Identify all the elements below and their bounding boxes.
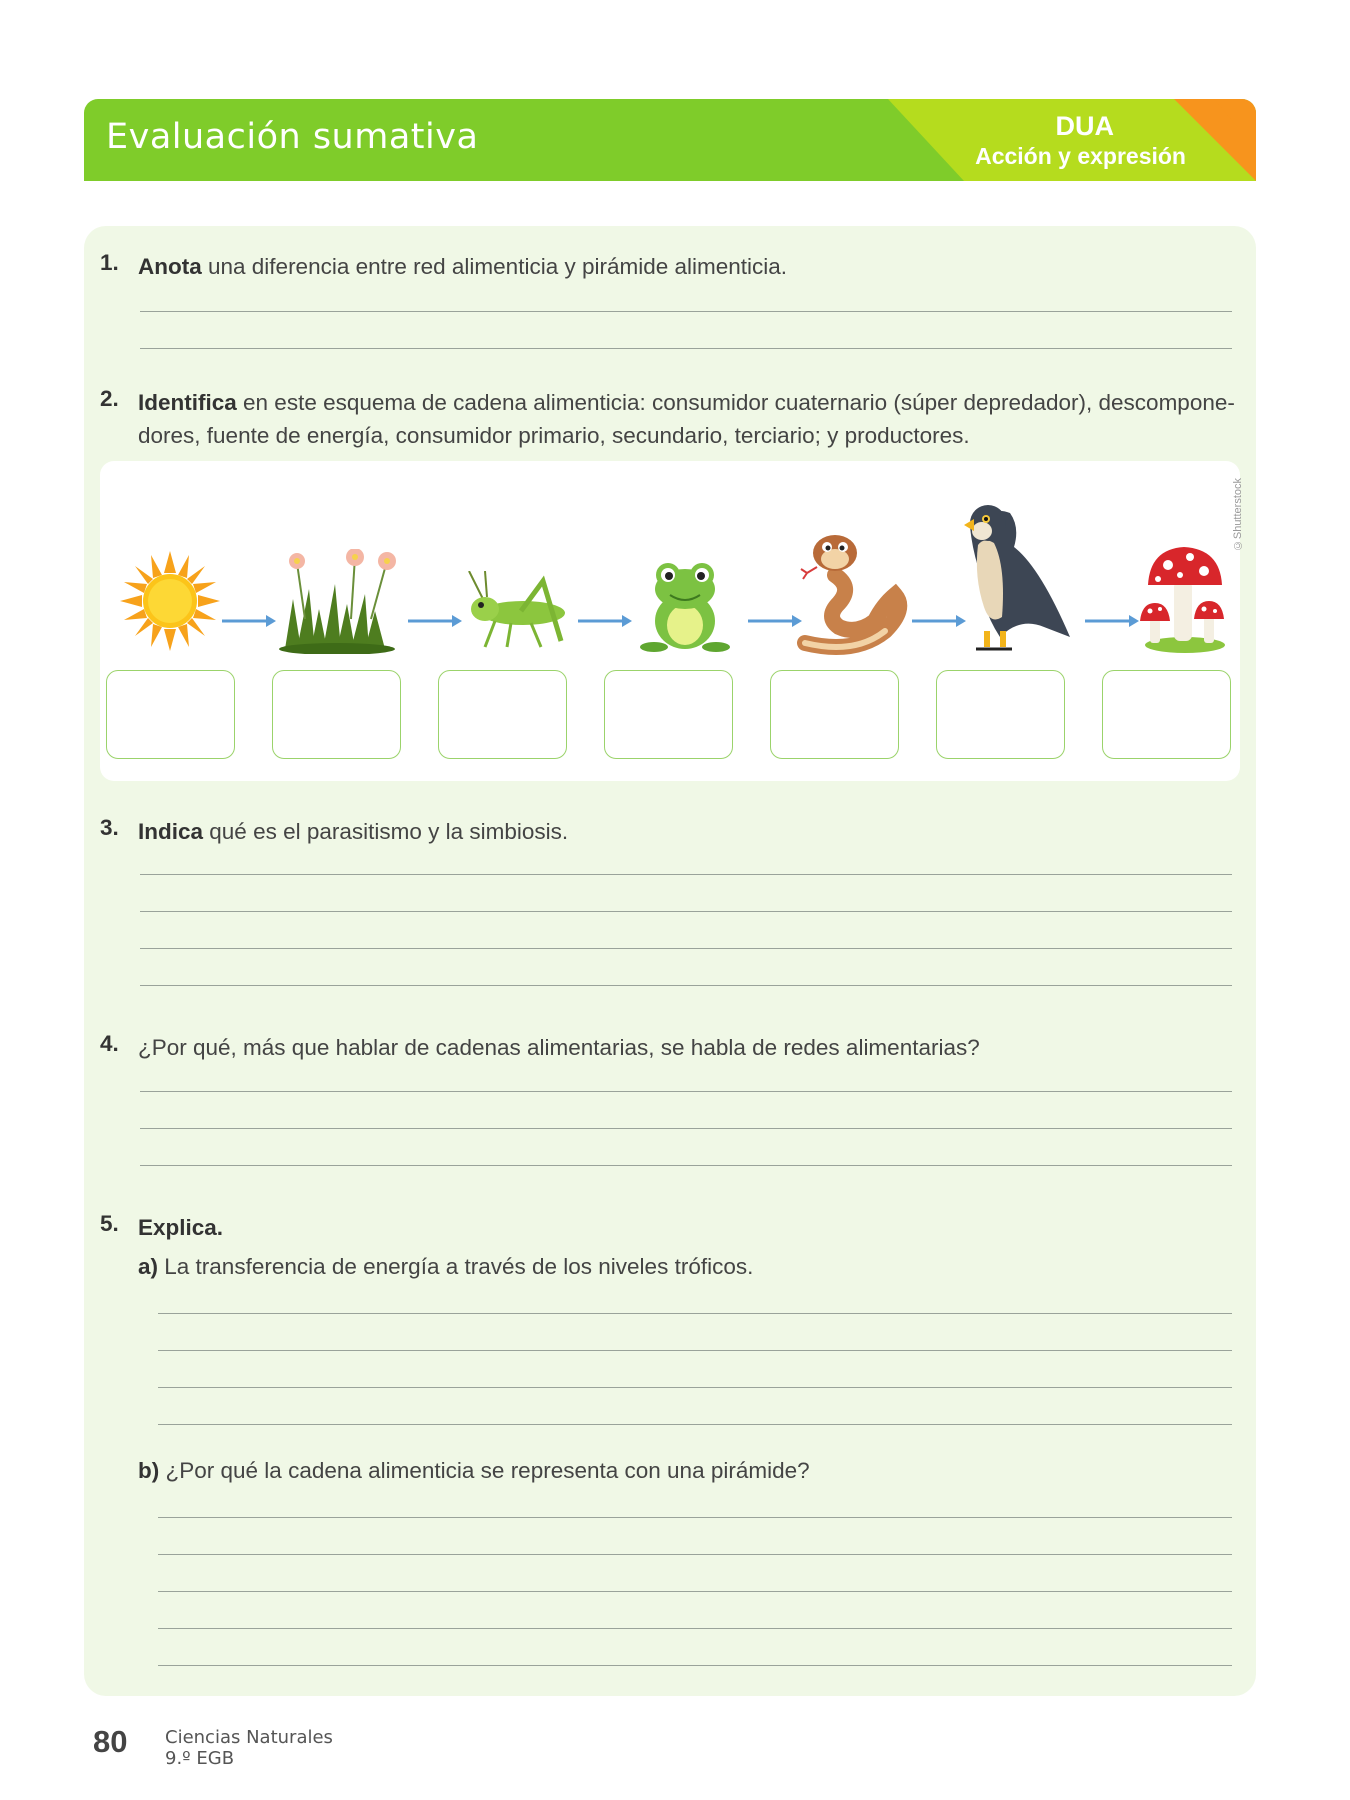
- sub-letter: a): [138, 1254, 159, 1279]
- section-header: [84, 99, 1256, 181]
- answer-line[interactable]: [158, 1424, 1232, 1425]
- question-5a: [138, 1254, 753, 1280]
- answer-box-3[interactable]: [438, 670, 567, 759]
- question-number: 4.: [100, 1031, 119, 1056]
- answer-line[interactable]: [140, 874, 1232, 875]
- subject-name: Ciencias Naturales: [165, 1727, 333, 1748]
- question-text: qué es el parasitismo y la simbiosis.: [203, 819, 569, 844]
- question-verb: Explica.: [138, 1215, 224, 1240]
- question-number: 3.: [100, 815, 119, 840]
- sun-icon: [120, 551, 220, 651]
- sub-letter: b): [138, 1458, 160, 1483]
- arrow-icon: [578, 614, 632, 628]
- answer-line[interactable]: [140, 348, 1232, 349]
- answer-line[interactable]: [140, 1128, 1232, 1129]
- sub-text: La transferencia de energía a través de los niveles tróficos.: [158, 1254, 754, 1279]
- food-chain-diagram: [100, 461, 1240, 781]
- arrow-icon: [748, 614, 802, 628]
- answer-line[interactable]: [140, 985, 1232, 986]
- question-number: 1.: [100, 250, 119, 275]
- dua-badge-subtitle: Acción y expresión: [975, 143, 1186, 169]
- footer-subject: [165, 1727, 333, 1769]
- answer-box-1[interactable]: [106, 670, 235, 759]
- answer-line[interactable]: [140, 1091, 1232, 1092]
- image-credit: ©Shutterstock: [1232, 478, 1244, 552]
- page-title: Evaluación sumativa: [106, 117, 479, 157]
- sub-text: ¿Por qué la cadena alimenticia se representa con una pirámide?: [159, 1458, 810, 1483]
- question-text: en este esquema de cadena alimenticia: consumidor cuaternario (súper depredador), descompone-dores, fuente de energía, consumidor primario, secundario, terciario; y productores.: [138, 390, 1235, 448]
- flowers-icon: [275, 549, 405, 654]
- page-number: 80: [93, 1724, 128, 1759]
- question-verb: Indica: [138, 819, 204, 844]
- answer-line[interactable]: [140, 1165, 1232, 1166]
- answer-line[interactable]: [158, 1665, 1232, 1666]
- question-text: ¿Por qué, más que hablar de cadenas alimentarias, se habla de redes alimentarias?: [138, 1035, 980, 1060]
- answer-line[interactable]: [158, 1387, 1232, 1388]
- answer-line[interactable]: [140, 311, 1232, 312]
- mushroom-icon: [1140, 541, 1230, 656]
- answer-box-4[interactable]: [604, 670, 733, 759]
- snake-icon: [795, 531, 910, 656]
- arrow-icon: [222, 614, 276, 628]
- dua-badge-title: DUA: [1055, 111, 1114, 141]
- question-verb: Identifica: [138, 390, 237, 415]
- answer-box-6[interactable]: [936, 670, 1065, 759]
- answer-line[interactable]: [158, 1350, 1232, 1351]
- arrow-icon: [1085, 614, 1139, 628]
- question-text: una diferencia entre red alimenticia y pirámide alimenticia.: [201, 254, 788, 279]
- question-5b: [138, 1458, 810, 1484]
- answer-line[interactable]: [140, 948, 1232, 949]
- answer-line[interactable]: [140, 911, 1232, 912]
- answer-line[interactable]: [158, 1554, 1232, 1555]
- grasshopper-icon: [455, 571, 570, 651]
- hawk-icon: [950, 497, 1080, 657]
- question-number: 5.: [100, 1211, 119, 1236]
- grade-label: 9.º EGB: [165, 1748, 235, 1769]
- question-verb: Anota: [138, 254, 202, 279]
- answer-box-2[interactable]: [272, 670, 401, 759]
- answer-line[interactable]: [158, 1591, 1232, 1592]
- answer-box-5[interactable]: [770, 670, 899, 759]
- answer-box-7[interactable]: [1102, 670, 1231, 759]
- arrow-icon: [408, 614, 462, 628]
- frog-icon: [640, 559, 730, 654]
- answer-line[interactable]: [158, 1517, 1232, 1518]
- answer-line[interactable]: [158, 1313, 1232, 1314]
- answer-line[interactable]: [158, 1628, 1232, 1629]
- question-number: 2.: [100, 386, 119, 411]
